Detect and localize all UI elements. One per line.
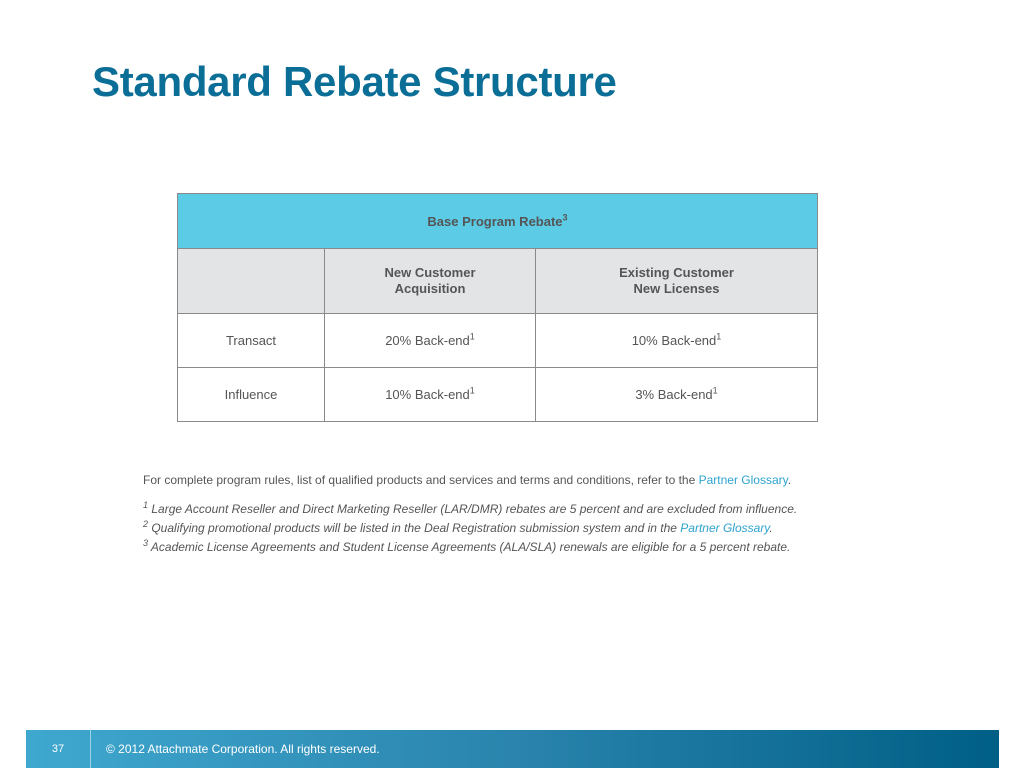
column-header-existing-customer (536, 249, 818, 314)
footnote-number: 1 (143, 500, 149, 510)
column-header-line: Existing Customer (619, 265, 734, 280)
column-header-line: New Customer (384, 265, 476, 280)
column-header-line: Acquisition (394, 281, 466, 296)
footnote-end: . (769, 521, 773, 535)
cell-footnote: 1 (716, 331, 722, 342)
partner-glossary-link[interactable]: Partner Glossary (698, 473, 788, 487)
rebate-table (177, 193, 818, 422)
row-label: Transact (178, 314, 325, 368)
footnote-1 (143, 500, 903, 519)
footnote-number: 2 (143, 519, 149, 529)
notes-intro-end: . (787, 473, 792, 487)
cell-value: 10% Back-end (631, 333, 717, 348)
notes-intro-text: For complete program rules, list of qualified products and services and terms and conditions, refer to the (143, 473, 699, 487)
column-header-row (178, 249, 818, 314)
column-header-new-customer (325, 249, 536, 314)
cell-value: 20% Back-end (385, 333, 470, 348)
cell-value: 10% Back-end (385, 387, 470, 402)
page-title: Standard Rebate Structure (92, 58, 617, 105)
column-header-empty (178, 249, 325, 314)
table-row (178, 368, 818, 422)
table-cell (325, 368, 536, 422)
cell-footnote: 1 (712, 385, 718, 396)
footnote-text: Large Account Reseller and Direct Marketing Reseller (LAR/DMR) rebates are 5 percent and are excluded from influence. (148, 502, 798, 516)
table-cell (536, 368, 818, 422)
table-header-footnote: 3 (562, 212, 568, 223)
footnote-number: 3 (143, 538, 149, 548)
notes-intro (143, 472, 903, 488)
cell-value: 3% Back-end (635, 387, 713, 402)
page-number: 37 (26, 730, 91, 768)
footer-bar (26, 730, 999, 768)
column-header-line: New Licenses (633, 281, 720, 296)
table-cell (536, 314, 818, 368)
table-header-row (178, 194, 818, 249)
footnote-text: Academic License Agreements and Student License Agreements (ALA/SLA) renewals are eligible for a 5 percent rebate. (148, 540, 791, 554)
row-label: Influence (178, 368, 325, 422)
copyright-text: © 2012 Attachmate Corporation. All rights reserved. (106, 742, 380, 756)
table-header-label: Base Program Rebate (427, 213, 563, 229)
table-header (178, 194, 818, 249)
partner-glossary-link[interactable]: Partner Glossary (680, 521, 770, 535)
footnote-2 (143, 519, 903, 538)
cell-footnote: 1 (469, 331, 475, 342)
table-cell (325, 314, 536, 368)
notes-section (143, 472, 903, 557)
footnote-text: Qualifying promotional products will be listed in the Deal Registration submission system and in the (148, 521, 681, 535)
cell-footnote: 1 (469, 385, 475, 396)
footnote-3 (143, 538, 903, 557)
table-row (178, 314, 818, 368)
